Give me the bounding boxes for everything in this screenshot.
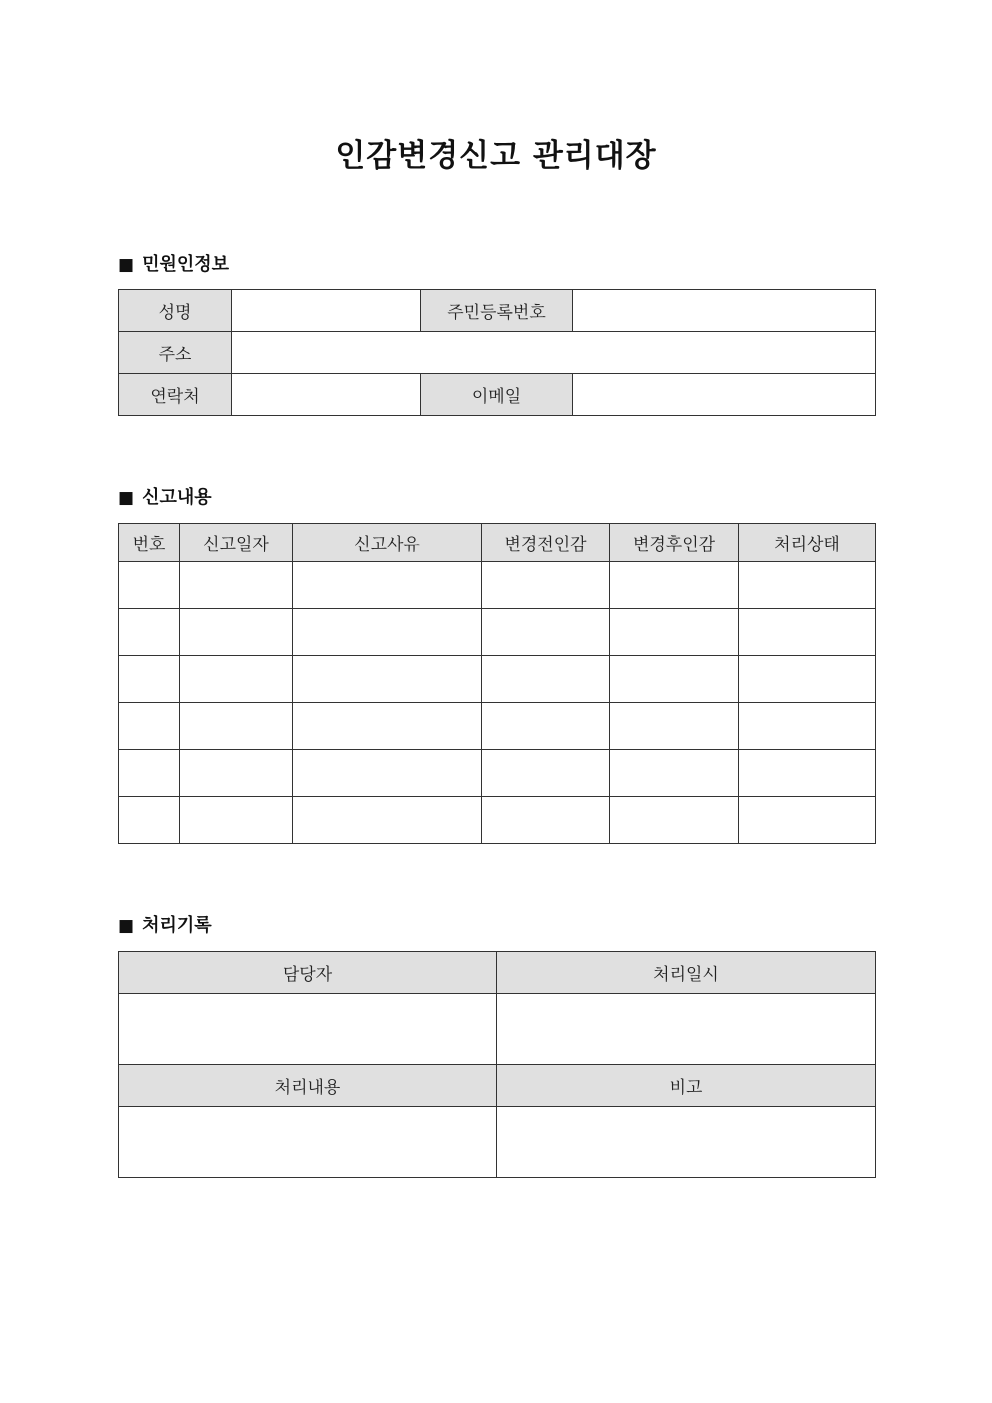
remarks-field[interactable] <box>497 1107 876 1178</box>
table-cell[interactable] <box>293 656 482 703</box>
table-cell[interactable] <box>739 562 876 609</box>
table-cell[interactable] <box>739 609 876 656</box>
column-header: 번호 <box>119 524 180 562</box>
label-phone: 연락처 <box>119 374 232 416</box>
column-header: 변경전인감 <box>482 524 610 562</box>
table-cell[interactable] <box>739 656 876 703</box>
name-field[interactable] <box>232 290 421 332</box>
table-cell[interactable] <box>180 656 293 703</box>
column-header: 신고일자 <box>180 524 293 562</box>
report-table-body <box>119 562 876 844</box>
table-cell[interactable] <box>293 609 482 656</box>
table-row <box>119 656 876 703</box>
table-cell[interactable] <box>293 750 482 797</box>
label-remarks: 비고 <box>497 1065 876 1107</box>
label-officer: 담당자 <box>119 952 497 994</box>
rrn-field[interactable] <box>573 290 876 332</box>
section-heading-applicant <box>118 252 229 278</box>
label-rrn: 주민등록번호 <box>421 290 573 332</box>
table-cell[interactable] <box>610 797 739 844</box>
table-cell[interactable] <box>119 609 180 656</box>
table-cell[interactable] <box>180 703 293 750</box>
table-cell[interactable] <box>739 750 876 797</box>
details-field[interactable] <box>119 1107 497 1178</box>
section-heading-label: 처리기록 <box>142 915 212 936</box>
address-field[interactable] <box>232 332 876 374</box>
label-email: 이메일 <box>421 374 573 416</box>
table-cell[interactable] <box>119 656 180 703</box>
table-cell[interactable] <box>482 656 610 703</box>
table-cell[interactable] <box>119 797 180 844</box>
table-row <box>119 609 876 656</box>
table-cell[interactable] <box>119 703 180 750</box>
square-bullet-icon: ■ <box>118 488 135 508</box>
column-header: 처리상태 <box>739 524 876 562</box>
column-header: 신고사유 <box>293 524 482 562</box>
table-cell[interactable] <box>180 750 293 797</box>
label-processed-at: 처리일시 <box>497 952 876 994</box>
section-heading-label: 민원인정보 <box>142 254 230 275</box>
label-details: 처리내용 <box>119 1065 497 1107</box>
section-heading-report <box>118 485 212 511</box>
section-heading-processing <box>118 913 212 939</box>
table-cell[interactable] <box>119 750 180 797</box>
table-cell[interactable] <box>180 797 293 844</box>
table-cell[interactable] <box>610 750 739 797</box>
table-cell[interactable] <box>180 609 293 656</box>
table-row <box>119 562 876 609</box>
page-title: 인감변경신고 관리대장 <box>335 138 657 174</box>
table-cell[interactable] <box>610 656 739 703</box>
processing-record-table <box>118 951 876 1178</box>
table-cell[interactable] <box>293 703 482 750</box>
section-heading-label: 신고내용 <box>142 487 212 508</box>
table-cell[interactable] <box>739 797 876 844</box>
table-cell[interactable] <box>482 703 610 750</box>
table-cell[interactable] <box>739 703 876 750</box>
table-row <box>119 750 876 797</box>
table-cell[interactable] <box>180 562 293 609</box>
phone-field[interactable] <box>232 374 421 416</box>
applicant-info-table <box>118 289 876 416</box>
table-cell[interactable] <box>293 797 482 844</box>
table-cell[interactable] <box>482 797 610 844</box>
table-cell[interactable] <box>119 562 180 609</box>
table-row <box>119 703 876 750</box>
label-address: 주소 <box>119 332 232 374</box>
officer-field[interactable] <box>119 994 497 1065</box>
table-cell[interactable] <box>610 562 739 609</box>
label-name: 성명 <box>119 290 232 332</box>
table-cell[interactable] <box>482 609 610 656</box>
square-bullet-icon: ■ <box>118 255 135 275</box>
column-header: 변경후인감 <box>610 524 739 562</box>
table-cell[interactable] <box>293 562 482 609</box>
table-cell[interactable] <box>482 750 610 797</box>
table-row <box>119 797 876 844</box>
table-cell[interactable] <box>482 562 610 609</box>
table-cell[interactable] <box>610 609 739 656</box>
square-bullet-icon: ■ <box>118 916 135 936</box>
processed-at-field[interactable] <box>497 994 876 1065</box>
report-table <box>118 523 876 844</box>
email-field[interactable] <box>573 374 876 416</box>
table-cell[interactable] <box>610 703 739 750</box>
